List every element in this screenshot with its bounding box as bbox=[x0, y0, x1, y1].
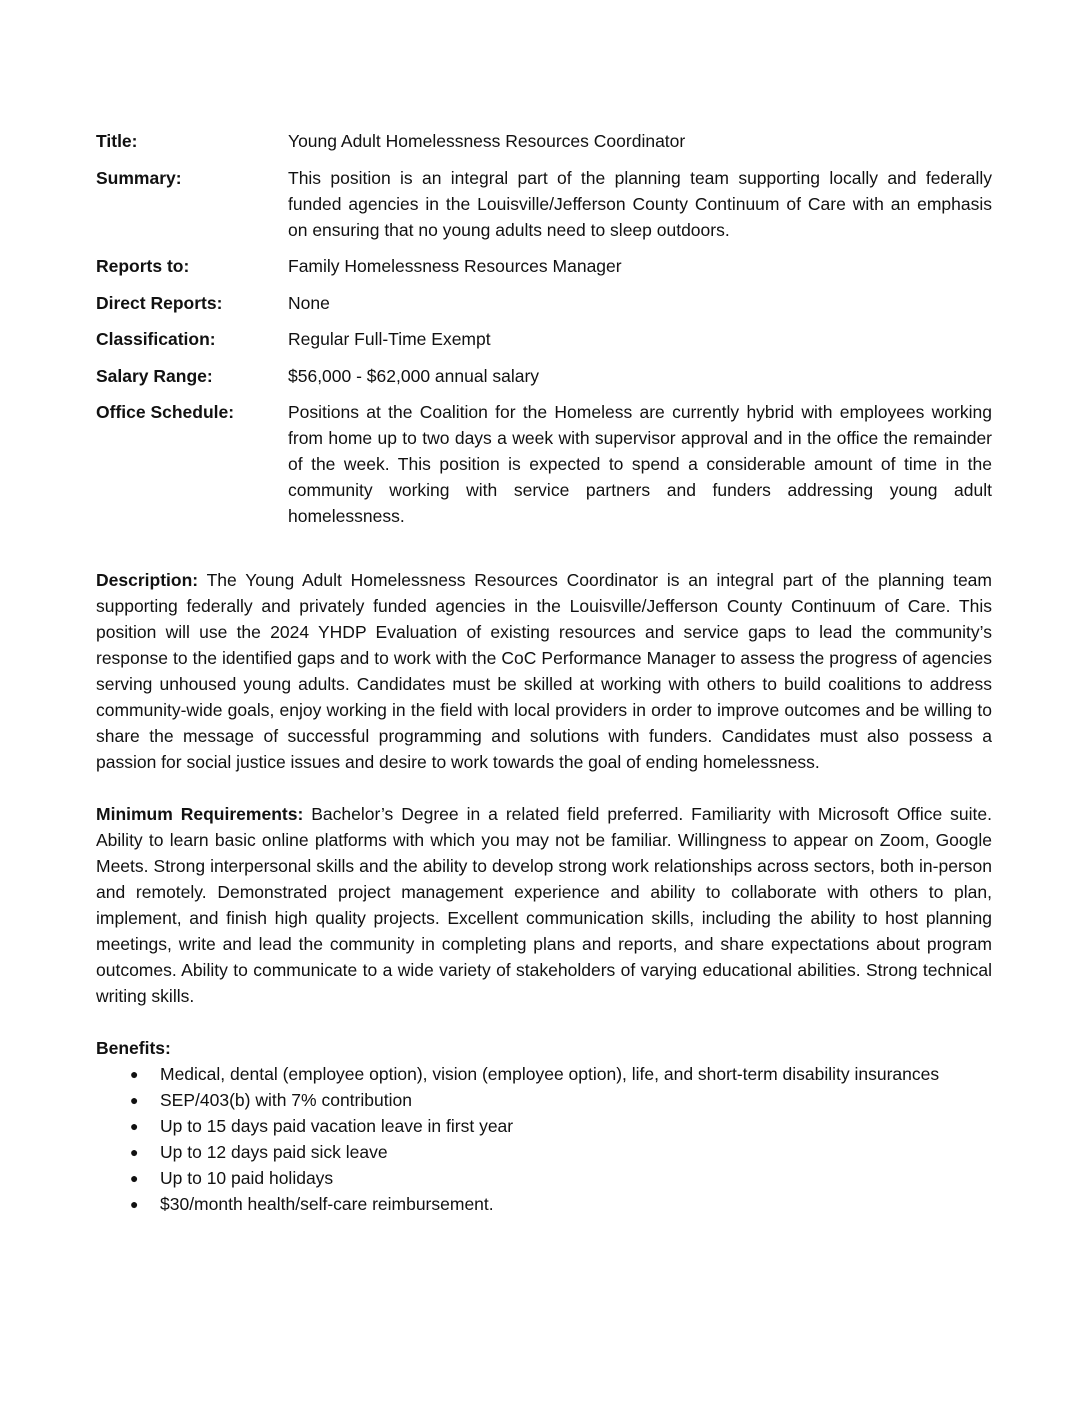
field-value: This position is an integral part of the planning team supporting locally and federally funded agencies in the Louisville/Jefferson County Continuum of Care with an emphasis on ensuring that no young adults need to sleep outdoors. bbox=[288, 167, 992, 240]
field-value: Young Adult Homelessness Resources Coordinator bbox=[288, 131, 686, 151]
field-label: Salary Range: bbox=[96, 365, 213, 386]
description-text: The Young Adult Homelessness Resources Coordinator is an integral part of the planning team supporting federally and privately funded agencies in the Louisville/Jefferson County Continuum of Care. This position will use the 2024 YHDP Evaluation of existing resources and service gaps to lead the community’s response to the identified gaps and to work with the CoC Performance Manager to assess the progress of agencies serving unhoused young adults. Candidates must be skilled at working with others to build coalitions to address community-wide goals, enjoy working in the field with local providers in order to improve outcomes and be willing to share the message of successful programming and solutions with funders. Candidates must also possess a passion for social justice issues and desire to work towards the goal of ending homelessness. bbox=[96, 570, 992, 772]
field-value: None bbox=[288, 292, 330, 313]
benefit-text: Up to 15 days paid vacation leave in first year bbox=[160, 1116, 514, 1136]
benefits-list bbox=[96, 1061, 992, 1217]
benefit-text: SEP/403(b) with 7% contribution bbox=[160, 1090, 412, 1110]
benefit-text: $30/month health/self-care reimbursement. bbox=[160, 1194, 494, 1214]
field-classification bbox=[96, 326, 992, 352]
description-label: Description: bbox=[96, 570, 199, 590]
field-summary bbox=[96, 165, 992, 243]
field-value: Positions at the Coalition for the Homeless are currently hybrid with employees working from home up to two days a week with supervisor approval and in the office the remainder of the week. This position is expected to spend a considerable amount of time in the community working with service partners and funders addressing young adult homelessness. bbox=[288, 402, 992, 526]
list-item bbox=[96, 1061, 992, 1087]
field-direct-reports bbox=[96, 290, 992, 316]
benefit-text: Up to 10 paid holidays bbox=[160, 1168, 334, 1188]
field-label: Summary: bbox=[96, 167, 182, 188]
bullet-icon: ● bbox=[130, 1118, 139, 1134]
field-label: Office Schedule: bbox=[96, 402, 235, 422]
bullet-icon: ● bbox=[130, 1066, 139, 1082]
list-item bbox=[96, 1113, 992, 1139]
field-value: Regular Full-Time Exempt bbox=[288, 329, 491, 349]
benefits-heading: Benefits: bbox=[96, 1038, 171, 1058]
field-title bbox=[96, 128, 992, 154]
list-item bbox=[96, 1191, 992, 1217]
list-item bbox=[96, 1165, 992, 1191]
job-description-page bbox=[96, 128, 992, 1217]
field-reports-to bbox=[96, 253, 992, 279]
field-office-schedule bbox=[96, 399, 992, 529]
list-item bbox=[96, 1087, 992, 1113]
bullet-icon: ● bbox=[130, 1092, 139, 1108]
field-label: Direct Reports: bbox=[96, 292, 223, 313]
requirements-text: Bachelor’s Degree in a related field preferred. Familiarity with Microsoft Office suite. Ability to learn basic online platforms with which you may not be familiar. Willingness to appear on Zoom, Google Meets. Strong interpersonal skills and the ability to develop strong work relationships across sectors, both in-person and remotely. Demonstrated project management experience and ability to collaborate with others to plan, implement, and finish high quality projects. Excellent communication skills, including the ability to host planning meetings, write and lead the community in completing plans and reports, and share expectations about program outcomes. Ability to communicate to a wide variety of stakeholders of varying educational abilities. Strong technical writing skills. bbox=[96, 804, 992, 1006]
bullet-icon: ● bbox=[130, 1144, 139, 1160]
field-label: Classification: bbox=[96, 329, 216, 349]
bullet-icon: ● bbox=[130, 1196, 139, 1212]
field-value: $56,000 - $62,000 annual salary bbox=[288, 365, 540, 386]
field-value: Family Homelessness Resources Manager bbox=[288, 256, 622, 276]
benefit-text: Medical, dental (employee option), vision (employee option), life, and short-term disability insurances bbox=[160, 1064, 940, 1084]
list-item bbox=[96, 1139, 992, 1165]
field-label: Title: bbox=[96, 131, 138, 151]
description-paragraph bbox=[96, 567, 992, 775]
field-salary-range bbox=[96, 363, 992, 389]
benefit-text: Up to 12 days paid sick leave bbox=[160, 1142, 388, 1162]
bullet-icon: ● bbox=[130, 1170, 139, 1186]
field-label: Reports to: bbox=[96, 256, 190, 276]
requirements-paragraph bbox=[96, 801, 992, 1009]
requirements-label: Minimum Requirements: bbox=[96, 804, 304, 824]
